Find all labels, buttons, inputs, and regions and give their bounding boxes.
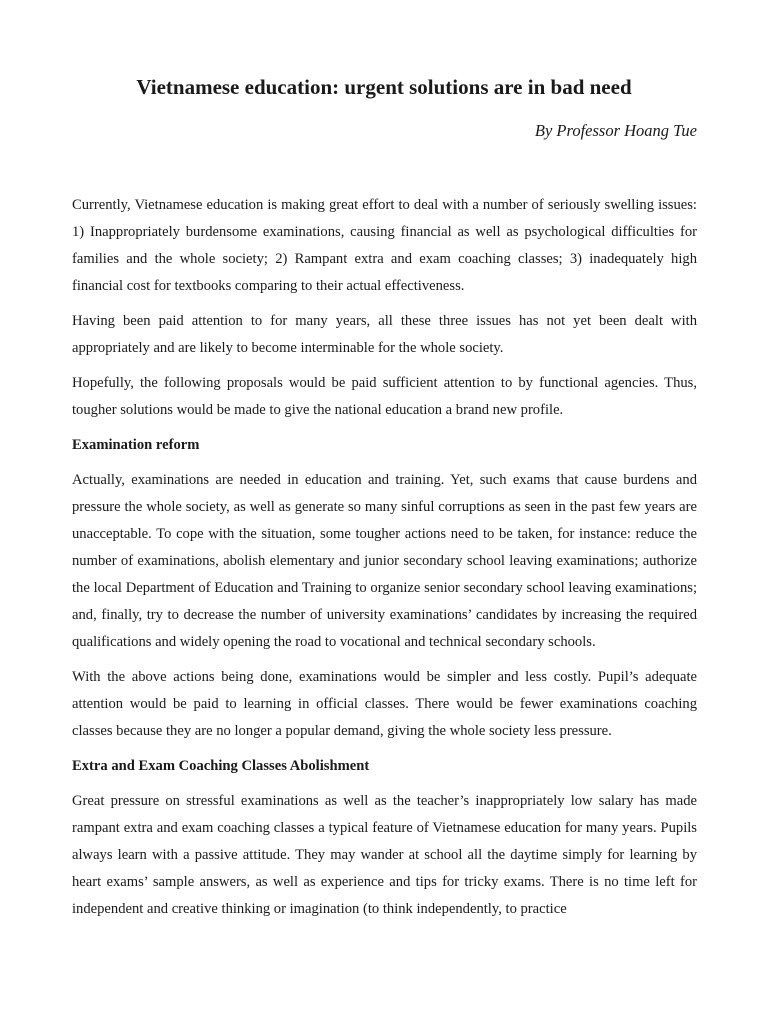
- intro-paragraph-3: Hopefully, the following proposals would be paid sufficient attention to by functional agencies. Thus, tougher solutions would be made to give the national education a brand new profile.: [72, 375, 697, 418]
- coaching-abolishment-paragraph-1: Great pressure on stressful examinations as well as the teacher’s inappropriately low salary has made rampant extra and exam coaching classes a typical feature of Vietnamese education for many years. Pupils always learn with a passive attitude. They may wander at school all the daytime simply for learning by heart exams’ sample answers, as well as experience and tips for tricky exams. There is no time left for independent and creative thinking or imagination (to think independently, to practice: [72, 793, 697, 917]
- document-body: [72, 192, 697, 931]
- section-heading-examination-reform: Examination reform: [72, 437, 200, 453]
- section-heading-coaching-abolishment: Extra and Exam Coaching Classes Abolishment: [72, 758, 370, 774]
- examination-reform-paragraph-1: Actually, examinations are needed in education and training. Yet, such exams that cause burdens and pressure the whole society, as well as generate so many sinful corruptions as seen in the past few years are unacceptable. To cope with the situation, some tougher actions need to be taken, for instance: reduce the number of examinations, abolish elementary and junior secondary school leaving examinations; authorize the local Department of Education and Training to organize senior secondary school leaving examinations; and, finally, try to decrease the number of university examinations’ candidates by increasing the required qualifications and widely opening the road to vocational and technical secondary schools.: [72, 472, 697, 650]
- intro-paragraph-1: Currently, Vietnamese education is making great effort to deal with a number of seriously swelling issues: 1) Inappropriately burdensome examinations, causing financial as well as psychological difficulties for families and the whole society; 2) Rampant extra and exam coaching classes; 3) inadequately high financial cost for textbooks comparing to their actual effectiveness.: [72, 197, 697, 294]
- intro-paragraph-2: Having been paid attention to for many years, all these three issues has not yet been dealt with appropriately and are likely to become interminable for the whole society.: [72, 313, 697, 356]
- document-title: Vietnamese education: urgent solutions are in bad need: [136, 75, 632, 99]
- author-byline: By Professor Hoang Tue: [534, 121, 697, 140]
- examination-reform-paragraph-2: With the above actions being done, examinations would be simpler and less costly. Pupil’s adequate attention would be paid to learning in official classes. There would be fewer examinations coaching classes because they are no longer a popular demand, giving the whole society less pressure.: [72, 669, 697, 739]
